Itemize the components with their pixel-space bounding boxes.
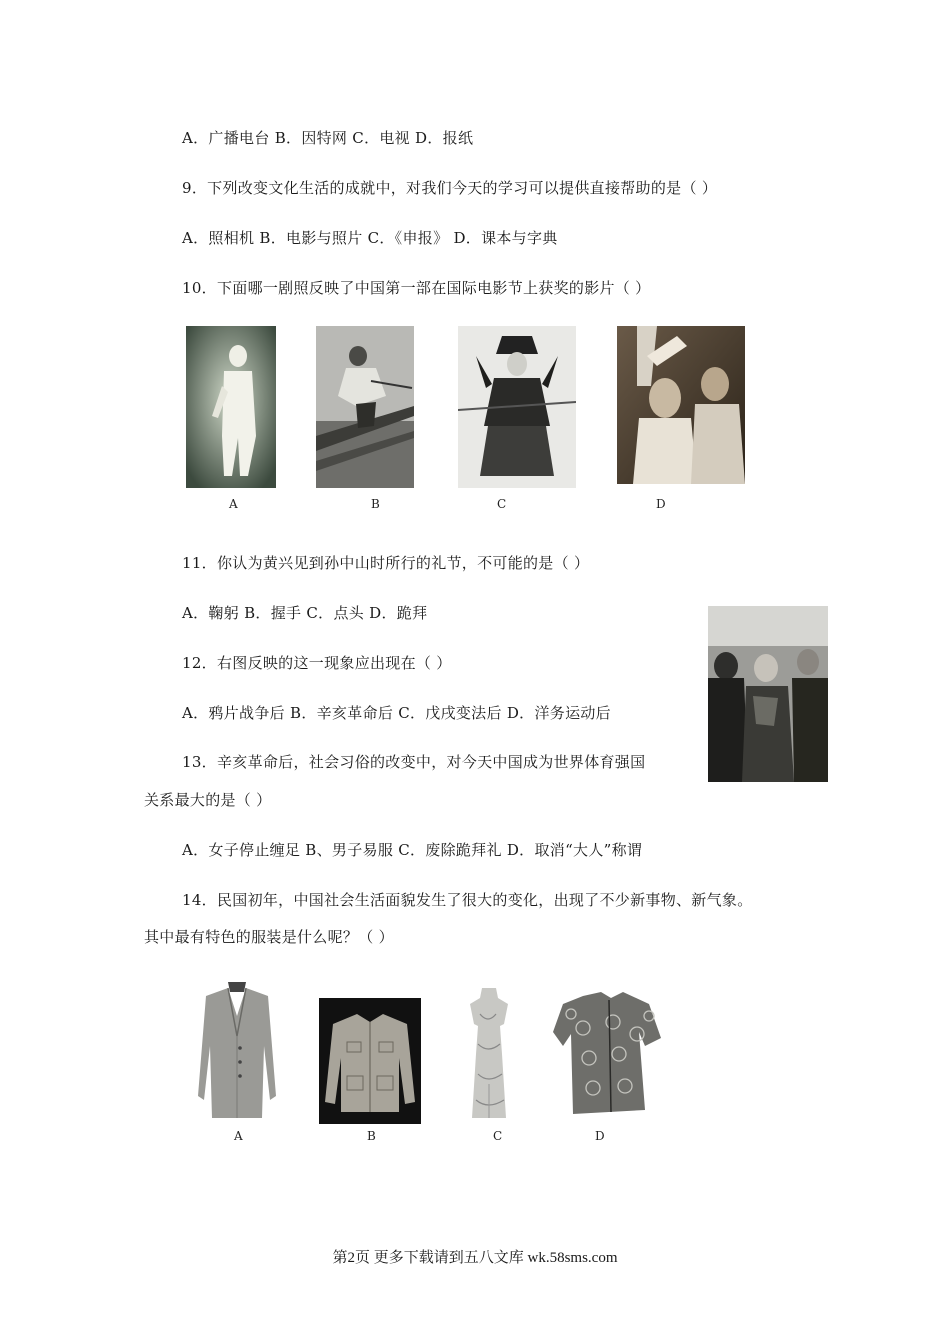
q12-text: 12．右图反映的这一现象应出现在（ ） — [182, 654, 452, 672]
q10-still-a — [186, 326, 276, 488]
q11-options: A．鞠躬 B．握手 C．点头 D．跪拜 — [182, 604, 428, 622]
q13-text-line2: 关系最大的是（ ） — [144, 791, 272, 809]
q12-options: A．鸦片战争后 B．辛亥革命后 C．戊戌变法后 D．洋务运动后 — [182, 704, 611, 722]
q10-still-b — [316, 326, 414, 488]
q10-still-d — [617, 326, 745, 484]
q13-text-line1: 13．辛亥革命后，社会习俗的改变中，对今天中国成为世界体育强国 — [182, 753, 646, 771]
q14-text-line1: 14．民国初年，中国社会生活面貌发生了很大的变化，出现了不少新事物、新气象。 — [182, 891, 753, 909]
q10-caption-a: A — [229, 497, 238, 511]
q13-options: A．女子停止缠足 B、男子易服 C．废除跪拜礼 D．取消“大人”称谓 — [182, 841, 643, 859]
q8-options: A．广播电台 B．因特网 C．电视 D．报纸 — [182, 129, 474, 147]
q14-caption-a: A — [234, 1129, 243, 1143]
q9-options: A．照相机 B．电影与照片 C．《申报》 D．课本与字典 — [182, 229, 558, 247]
q14-clothing-d — [553, 988, 663, 1116]
q10-caption-b: B — [371, 497, 380, 511]
q9-text: 9．下列改变文化生活的成就中，对我们今天的学习可以提供直接帮助的是（ ） — [182, 179, 718, 197]
q14-clothing-a — [194, 976, 280, 1124]
q10-text: 10．下面哪一剧照反映了中国第一部在国际电影节上获奖的影片（ ） — [182, 279, 651, 297]
q11-text: 11．你认为黄兴见到孙中山时所行的礼节，不可能的是（ ） — [182, 554, 590, 572]
q14-caption-d: D — [595, 1129, 605, 1143]
q10-caption-c: C — [497, 497, 507, 511]
q10-caption-d: D — [656, 497, 666, 511]
q14-caption-b: B — [367, 1129, 376, 1143]
q12-photo — [708, 606, 828, 782]
q10-still-c — [458, 326, 576, 488]
q14-text-line2: 其中最有特色的服装是什么呢？（ ） — [144, 928, 394, 946]
q14-clothing-c — [462, 984, 516, 1124]
q14-clothing-b — [319, 998, 421, 1124]
page-footer: 第2页 更多下载请到五八文库 wk.58sms.com — [332, 1250, 618, 1266]
q14-caption-c: C — [493, 1129, 503, 1143]
